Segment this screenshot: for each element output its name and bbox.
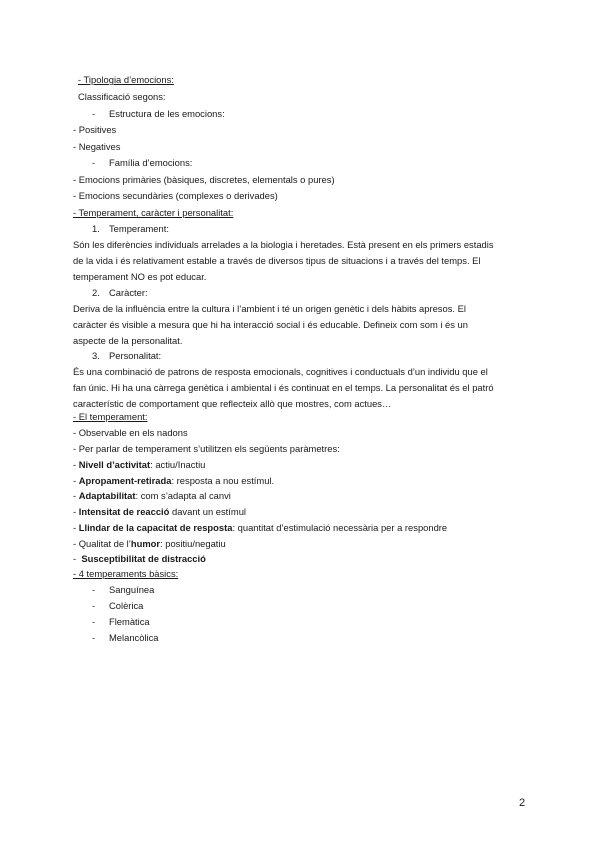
item-positives: - Positives [73, 124, 117, 135]
item-observable: - Observable en els nadons [73, 427, 188, 438]
param-rest: : com s’adapta al canvi [135, 490, 231, 501]
item-emocions-secundaries: - Emocions secundàries (complexes o derivades) [73, 190, 278, 201]
paragraph-line: Deriva de la influència entre la cultura i l’ambient i té un origen genètic i dels hàbits apresos. El [73, 303, 466, 314]
item-per-parlar: - Per parlar de temperament s’utilitzen els següents paràmetres: [73, 443, 340, 454]
param-rest: : resposta a nou estímul. [171, 475, 275, 486]
list-number: 2. [92, 287, 100, 298]
bullet-dash: - [92, 632, 96, 643]
list-number: 1. [92, 223, 100, 234]
heading-4-temperaments: - 4 temperaments bàsics: [73, 568, 179, 579]
param-item: - Intensitat de reacció davant un estímul [73, 506, 246, 517]
param-rest: davant un estímul [169, 506, 246, 517]
param-bold: Apropament-retirada [78, 475, 172, 486]
paragraph-line: caràcter és visible a mesura que hi ha interacció social i és educable. Defineix com som i és un [73, 319, 468, 330]
param-rest: : positiu/negatiu [160, 538, 226, 549]
paragraph-line: És una combinació de patrons de resposta emocionals, cognitives i conductuals d’un individu que el [73, 366, 488, 377]
classificacio-label: Classificació segons: [78, 91, 166, 102]
item-emocions-primaries: - Emocions primàries (bàsiques, discretes, elementals o pures) [73, 174, 335, 185]
item-estructura: Estructura de les emocions: [109, 108, 225, 119]
heading-el-temperament: - El temperament: [73, 411, 148, 422]
param-bold: humor [130, 538, 161, 549]
param-item: - Susceptibilitat de distracció [73, 553, 206, 564]
bullet-dash: - [92, 157, 96, 168]
bullet-dash: - [92, 108, 96, 119]
temperament-item: Flemàtica [109, 616, 150, 627]
param-rest: : actiu/Inactiu [150, 459, 206, 470]
temperament-item: Melancòlica [109, 632, 159, 643]
param-bold: Nivell d’activitat [78, 459, 151, 470]
paragraph-line: aspecte de la personalitat. [73, 335, 183, 346]
param-rest: : quantitat d’estimulació necessària per a respondre [232, 522, 448, 533]
param-bold: Adaptabilitat [78, 490, 136, 501]
param-bold: Llindar de la capacitat de resposta [78, 522, 233, 533]
param-item: - Apropament-retirada: resposta a nou estímul. [73, 475, 275, 486]
bullet-dash: - [92, 616, 96, 627]
temperament-item: Sanguínea [109, 584, 155, 595]
temperament-item: Colèrica [109, 600, 144, 611]
paragraph-line: Són les diferències individuals arrelades a la biologia i heretades. Està present en els primers estadis [73, 239, 494, 250]
list-number: 3. [92, 350, 100, 361]
paragraph-line: de la vida i és relativament estable a través de diversos tipus de situacions i a través del temps. El [73, 255, 481, 266]
param-bold: Susceptibilitat de distracció [81, 553, 206, 564]
param-item: - Nivell d’activitat: actiu/Inactiu [73, 459, 206, 470]
bullet-dash: - [92, 584, 96, 595]
subheading-caracter: Caràcter: [109, 287, 148, 298]
param-pre: Qualitat de l’ [78, 538, 131, 549]
heading-temperament-caracter: - Temperament, caràcter i personalitat: [73, 207, 234, 218]
param-bold: Intensitat de reacció [78, 506, 170, 517]
page-number: 2 [519, 797, 526, 809]
param-item: - Llindar de la capacitat de resposta: quantitat d’estimulació necessària per a respondre [73, 522, 448, 533]
paragraph-line: característic de comportament que reflecteix allò que mostres, com actues… [73, 398, 392, 409]
subheading-temperament: Temperament: [109, 223, 169, 234]
heading-tipologia: - Tipologia d’emocions: [78, 74, 174, 85]
item-familia: Família d’emocions: [109, 157, 193, 168]
paragraph-line: fan únic. Hi ha una càrrega genètica i ambiental i és continuat en el temps. La personalitat és el patró [73, 382, 494, 393]
paragraph-line: temperament NO es pot educar. [73, 271, 207, 282]
param-item: - Qualitat de l’humor: positiu/negatiu [73, 538, 226, 549]
subheading-personalitat: Personalitat: [109, 350, 162, 361]
item-negatives: - Negatives [73, 141, 121, 152]
bullet-dash: - [92, 600, 96, 611]
param-item: - Adaptabilitat: com s’adapta al canvi [73, 490, 231, 501]
